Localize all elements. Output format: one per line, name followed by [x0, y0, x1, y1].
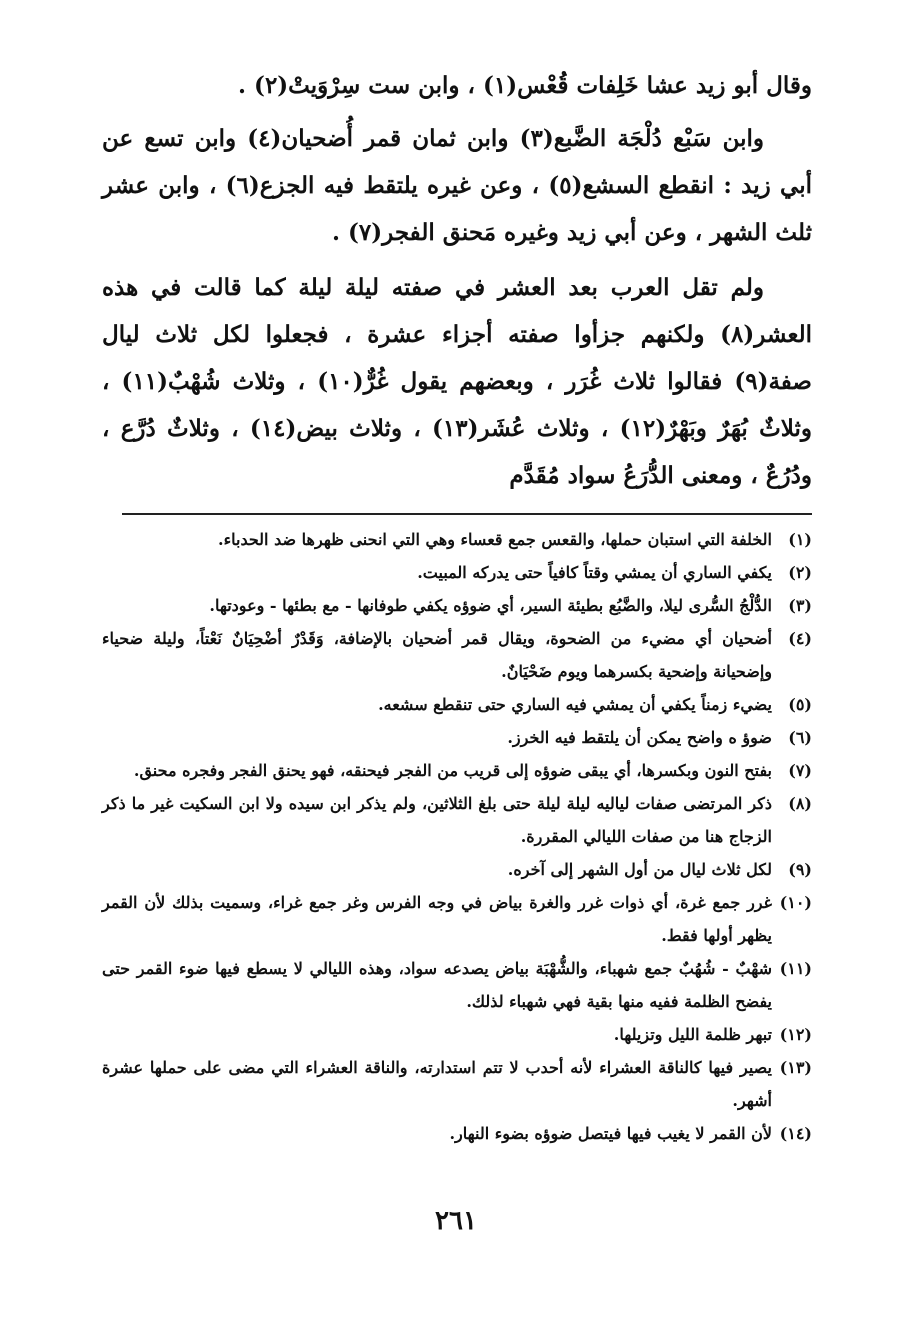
footnote-13 — [102, 1051, 812, 1117]
footnote-7 — [102, 754, 812, 787]
main-paragraph-2: وابن سَبْع دُلْجَة الضَّبع(٣) وابن ثمان قمر أُضحيان(٤) وابن تسع عن أبي زيد : انقطع السشع(٥) ، وعن غيره يلتقط فيه الجزع(٦) ، وابن عشر ثلث الشهر ، وعن أبي زيد وغيره مَحنق الفجر(٧) . — [102, 125, 812, 246]
footnote-text: بفتح النون وبكسرها، أي يبقى ضوؤه إلى قريب من الفجر فيحنقه، فهو يحنق الفجر وفجره محنق. — [133, 761, 772, 780]
footnote-number: (٦) — [788, 728, 812, 747]
footnote-number: (٨) — [788, 794, 812, 813]
footnote-text: أضحيان أي مضيء من الضحوة، ويقال قمر أضحيان بالإضافة، وَقَدْرٌ أضْحِيَانٌ نَعْتاً، وليلة ضحياء وإضحيانة وإضحية بكسرهما ويوم ضَحْيَانٌ. — [102, 629, 772, 681]
footnote-text: يكفي الساري أن يمشي وقتاً كافياً حتى يدركه المبيت. — [417, 563, 772, 582]
footnote-8 — [102, 787, 812, 853]
footnote-text: لأن القمر لا يغيب فيها فيتصل ضوؤه بضوء النهار. — [449, 1124, 772, 1143]
footnote-text: شهْبٌ - شُهُبٌ جمع شهباء، والشُّهْبَة بياض يصدعه سواد، وهذه الليالي لا يسطع فيها ضوء القمر حتى يفضح الظلمة ففيه منها بقية فهي شهباء لذلك. — [102, 959, 772, 1011]
footnote-number: (١١) — [779, 959, 812, 978]
footnote-number: (١٤) — [779, 1124, 812, 1143]
footnote-6 — [102, 721, 812, 754]
footnotes — [102, 523, 812, 1150]
footnote-text: تبهر ظلمة الليل وتزيلها. — [613, 1025, 772, 1044]
footnote-11 — [102, 952, 812, 1018]
footnote-text: الدُّلْجُ السُّرى ليلا، والضَّبُع بطيئة السير، أي ضوؤه يكفي طوفانها - مع بطئها - وعودتها. — [209, 596, 772, 615]
footnote-5 — [102, 688, 812, 721]
footnote-1 — [102, 523, 812, 556]
footnote-number: (١٢) — [779, 1025, 812, 1044]
footnote-number: (٤) — [788, 629, 812, 648]
footnote-9 — [102, 853, 812, 886]
footnote-text: ضوؤ ه واضح يمكن أن يلتقط فيه الخرز. — [507, 728, 772, 747]
page-number: ٢٦١ — [435, 1206, 477, 1236]
footnote-number: (١) — [788, 530, 812, 549]
footnote-text: لكل ثلاث ليال من أول الشهر إلى آخره. — [507, 860, 772, 879]
footnote-4 — [102, 622, 812, 688]
footnote-number: (٣) — [788, 596, 812, 615]
footnote-number: (٢) — [788, 563, 812, 582]
main-paragraph-3: ولم تقل العرب بعد العشر في صفته ليلة ليلة كما قالت في هذه العشر(٨) ولكنهم جزأوا صفته أجزاء عشرة ، فجعلوا لكل ثلاث ليال صفة(٩) فقالوا ثلاث غُرَر ، وبعضهم يقول غُرٌّ(١٠) ، وثلاث شُهْبٌ(١١) ، وثلاثٌ بُهَرٌ وبَهْرٌ(١٢) ، وثلاث عُشَر(١٣) ، وثلاث بيض(١٤) ، وثلاثٌ دُرَّع ، ودُرُعٌ ، ومعنى الدُّرَعُ سواد مُقَدَّم — [102, 274, 812, 489]
footnote-text: ذكر المرتضى صفات لياليه ليلة ليلة حتى بلغ الثلاثين، ولم يذكر ابن سيده ولا ابن السكيت غير ما ذكر الزجاج هنا من صفات الليالي المقررة. — [102, 794, 773, 846]
footnote-number: (١٣) — [779, 1058, 812, 1077]
footnote-text: يصير فيها كالناقة العشراء لأنه أحدب لا تتم استدارته، والناقة العشراء التي مضى على حملها عشرة أشهر. — [102, 1058, 773, 1110]
footnote-3 — [102, 589, 812, 622]
footnote-10 — [102, 886, 812, 952]
footnote-number: (٥) — [788, 695, 812, 714]
footnote-text: غرر جمع غرة، أي ذوات غرر والغرة بياض في وجه الفرس وغر جمع غراء، وسميت بذلك لأن القمر يظهر أولها فقط. — [102, 893, 772, 945]
footnote-2 — [102, 556, 812, 589]
footnote-number: (٩) — [788, 860, 812, 879]
footnote-number: (١٠) — [779, 893, 812, 912]
main-text — [102, 62, 812, 499]
footnote-text: يضيء زمناً يكفي أن يمشي فيه الساري حتى تنقطع سشعه. — [378, 695, 772, 714]
footnote-text: الخلفة التي استبان حملها، والقعس جمع قعساء وهي التي انحنى ظهرها ضد الحدباء. — [218, 530, 772, 549]
footnote-divider — [122, 513, 812, 515]
footnote-14 — [102, 1117, 812, 1150]
main-paragraph-1: وقال أبو زيد عشا خَلِفات قُعْس(١) ، وابن ست سِرْوَيتْ(٢) . — [238, 72, 812, 99]
footnote-number: (٧) — [788, 761, 812, 780]
footnote-12 — [102, 1018, 812, 1051]
